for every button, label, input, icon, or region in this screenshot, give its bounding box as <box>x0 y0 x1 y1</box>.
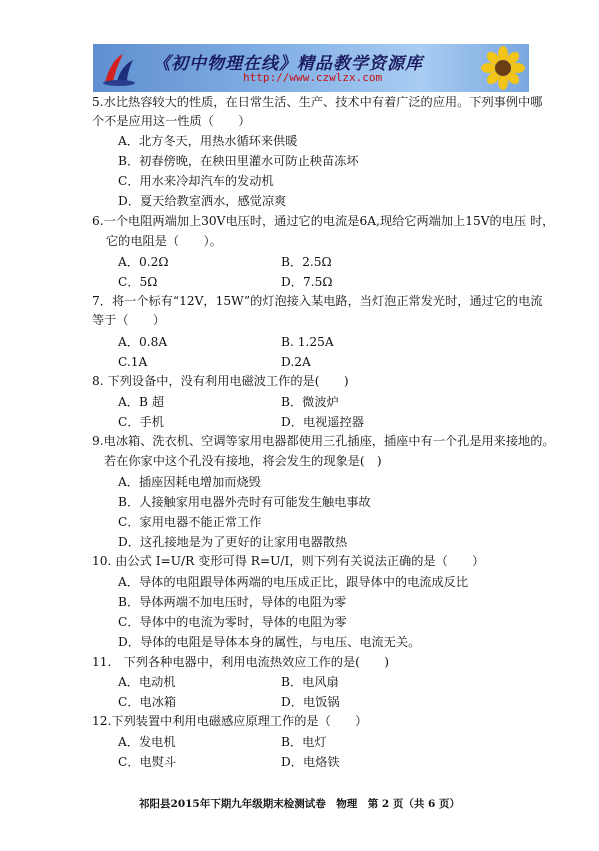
question-5-option-c: C．用水来冷却汽车的发动机 <box>118 174 274 188</box>
question-12-option-d: D．电烙铁 <box>281 755 340 769</box>
question-10-option-a: A．导体的电阻跟导体两端的电压成正比，跟导体中的电流成反比 <box>118 575 469 589</box>
question-7-option-c: C.1A <box>118 355 148 369</box>
question-8-option-b: B．微波炉 <box>281 395 339 409</box>
page-footer: 祁阳县2015年下期九年级期末检测试卷 物理 第 2 页（共 6 页） <box>139 798 460 810</box>
question-10-line-1: 10. 由公式 I=U/R 变形可得 R=U/I，则下列有关说法正确的是（ ） <box>92 554 485 568</box>
question-5-option-a: A．北方冬天，用热水循环来供暖 <box>118 134 298 148</box>
question-7-line-1: 7．将一个标有“12V，15W”的灯泡接入某电路，当灯泡正常发光时，通过它的电流 <box>92 294 543 308</box>
question-6-line-2: 它的电阻是（ ）。 <box>106 234 222 248</box>
question-9-option-b: B．人接触家用电器外壳时有可能发生触电事故 <box>118 495 371 509</box>
logo-icon <box>99 48 139 88</box>
question-6-option-d: D．7.5Ω <box>281 275 333 289</box>
question-6-option-b: B．2.5Ω <box>281 255 332 269</box>
question-10-option-d: D．导体的电阻是导体本身的属性，与电压、电流无关。 <box>118 635 421 649</box>
question-9-option-d: D．这孔接地是为了更好的让家用电器散热 <box>118 535 348 549</box>
question-10-option-b: B．导体两端不加电压时，导体的电阻为零 <box>118 595 347 609</box>
question-12-option-b: B．电灯 <box>281 735 327 749</box>
header-banner <box>93 44 529 92</box>
question-11-option-c: C．电冰箱 <box>118 695 177 709</box>
question-10-option-c: C．导体中的电流为零时，导体的电阻为零 <box>118 615 347 629</box>
question-5-option-d: D．夏天给教室洒水，感觉凉爽 <box>118 194 287 208</box>
question-9-option-a: A．插座因耗电增加而烧毁 <box>118 475 261 489</box>
question-9-line-1: 9.电冰箱、洗衣机、空调等家用电器都使用三孔插座，插座中有一个孔是用来接地的。 <box>92 434 555 448</box>
question-12-option-c: C．电熨斗 <box>118 755 177 769</box>
question-7-option-d: D.2A <box>281 355 311 369</box>
sunflower-icon <box>481 46 525 90</box>
question-6-line-1: 6.一个电阻两端加上30V电压时，通过它的电流是6A,现给它两端加上15V的电压 时， <box>92 214 555 228</box>
question-11-option-b: B．电风扇 <box>281 675 339 689</box>
question-6-option-a: A．0.2Ω <box>118 255 169 269</box>
banner-url: http://www.czwlzx.com <box>243 71 383 84</box>
question-8-line-1: 8. 下列设备中，没有利用电磁波工作的是( ) <box>92 374 349 388</box>
question-6-option-c: C．5Ω <box>118 275 158 289</box>
question-11-option-d: D．电饭锅 <box>281 695 340 709</box>
question-9-line-2: 若在你家中这个孔没有接地，将会发生的现象是( ) <box>104 454 382 468</box>
question-7-line-2: 等于（ ） <box>92 313 166 327</box>
question-8-option-a: A．B 超 <box>118 395 165 409</box>
question-9-option-c: C．家用电器不能正常工作 <box>118 515 262 529</box>
question-5-line-1: 5.水比热容较大的性质，在日常生活、生产、技术中有着广泛的应用。下列事例中哪 <box>92 95 543 109</box>
question-8-option-d: D．电视遥控器 <box>281 415 364 429</box>
question-5-option-b: B．初春傍晚，在秧田里灌水可防止秧苗冻坏 <box>118 154 359 168</box>
question-11-option-a: A．电动机 <box>118 675 176 689</box>
banner-title: 《初中物理在线》精品教学资源库 <box>153 54 423 74</box>
question-5-line-2: 个不是应用这一性质（ ） <box>92 114 251 128</box>
question-12-line-1: 12.下列装置中利用电磁感应原理工作的是（ ） <box>92 714 368 728</box>
question-12-option-a: A．发电机 <box>118 735 176 749</box>
question-7-option-a: A．0.8A <box>118 335 168 349</box>
question-7-option-b: B. 1.25A <box>281 335 334 349</box>
question-8-option-c: C．手机 <box>118 415 164 429</box>
question-11-line-1: 11. 下列各种电器中，利用电流热效应工作的是( ) <box>92 655 390 669</box>
